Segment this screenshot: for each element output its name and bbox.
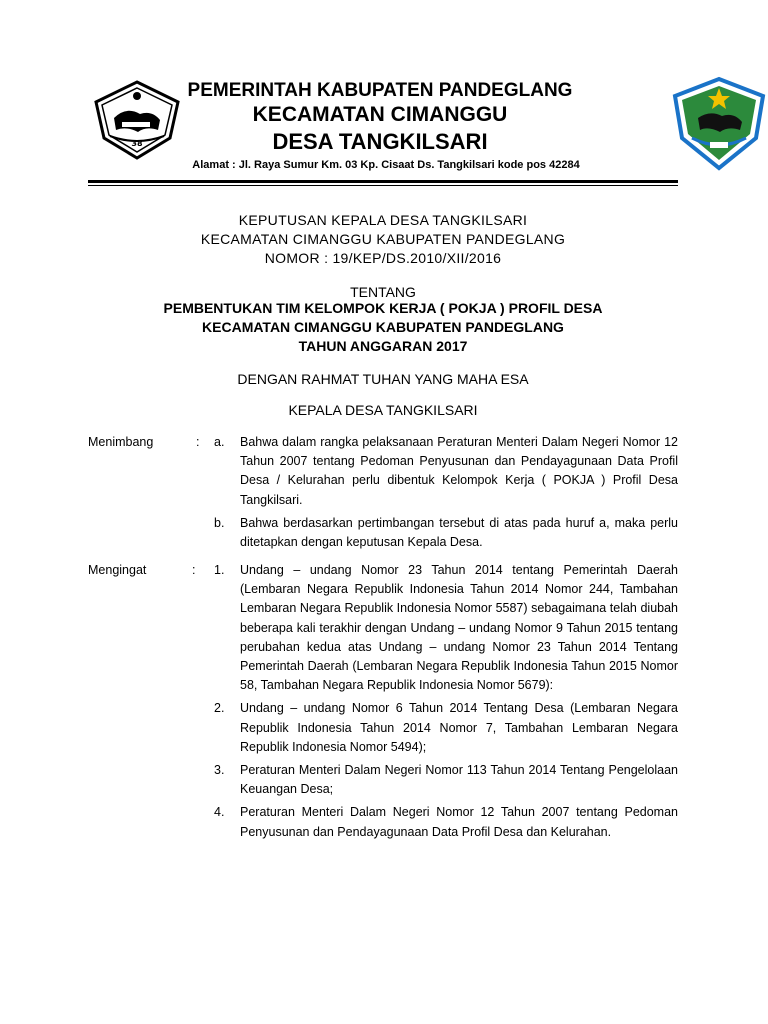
decree-title-line2: KECAMATAN CIMANGGU KABUPATEN PANDEGLANG — [200, 231, 566, 247]
section-mengingat — [88, 561, 678, 842]
list-text: Undang – undang Nomor 6 Tahun 2014 Tentang Desa (Lembaran Negara Republik Indonesia Tahun 2014 Nomor 7, Tambahan Lembaran Negara Republik Indonesia Nomor 5494); — [240, 701, 678, 754]
list-item — [88, 699, 678, 757]
list-marker: 2. — [214, 701, 225, 716]
decree-tentang: TENTANG — [350, 284, 416, 300]
list-item — [88, 761, 678, 799]
list-item — [88, 433, 678, 510]
decree-title-line1: KEPUTUSAN KEPALA DESA TANGKILSARI — [238, 212, 528, 228]
decree-subject — [88, 299, 678, 356]
list-marker: a. — [214, 435, 225, 449]
decree-subject-line1: PEMBENTUKAN TIM KELOMPOK KERJA ( POKJA ) PROFIL DESA — [163, 300, 603, 316]
decree-issuer: KEPALA DESA TANGKILSARI — [288, 402, 478, 418]
section-colon: : — [196, 435, 200, 449]
letterhead-village: DESA TANGKILSARI — [272, 129, 488, 154]
decree-number: NOMOR : 19/KEP/DS.2010/XII/2016 — [264, 250, 502, 266]
list-marker: 4. — [214, 805, 225, 820]
list-marker: b. — [214, 515, 225, 530]
list-marker: 1. — [214, 563, 225, 577]
section-colon: : — [192, 563, 196, 577]
letterhead — [180, 80, 580, 156]
list-item — [88, 561, 678, 695]
list-text: Bahwa dalam rangka pelaksanaan Peraturan Menteri Dalam Negeri Nomor 12 Tahun 2007 tentang Pedoman Penyusunan dan Pendayagunaan Data Profil Desa / Kelurahan perlu dibentuk Kelompok Kerja ( POKJA ) Profil Desa Tangkilsari. — [240, 435, 678, 507]
decree-invocation: DENGAN RAHMAT TUHAN YANG MAHA ESA — [237, 371, 529, 387]
svg-text:38: 38 — [131, 139, 143, 148]
list-item — [88, 514, 678, 552]
list-text: Peraturan Menteri Dalam Negeri Nomor 12 Tahun 2007 tentang Pedoman Penyusunan dan Pendayagunaan Data Profil Desa dan Kelurahan. — [240, 805, 678, 839]
list-text: Bahwa berdasarkan pertimbangan tersebut di atas pada huruf a, maka perlu ditetapkan dengan keputusan Kepala Desa. — [240, 515, 678, 550]
pandeglang-color-emblem-icon — [670, 76, 768, 172]
letterhead-address: Alamat : Jl. Raya Sumur Km. 03 Kp. Cisaat Ds. Tangkilsari kode pos 42284 — [192, 159, 580, 171]
decree-subject-line3: TAHUN ANGGARAN 2017 — [298, 338, 468, 354]
letterhead-government: PEMERINTAH KABUPATEN PANDEGLANG — [187, 80, 573, 101]
list-item — [88, 803, 678, 841]
header-divider-thin — [88, 185, 678, 186]
decree-subject-line2: KECAMATAN CIMANGGU KABUPATEN PANDEGLANG — [202, 319, 564, 335]
list-marker: 3. — [214, 763, 225, 778]
section-label: Menimbang — [88, 435, 154, 449]
section-menimbang — [88, 433, 678, 552]
letterhead-district: KECAMATAN CIMANGGU — [252, 103, 508, 126]
pandeglang-emblem-icon — [92, 80, 182, 160]
header-divider-thick — [88, 180, 678, 183]
list-text: Undang – undang Nomor 23 Tahun 2014 tentang Pemerintah Daerah (Lembaran Negara Republik Indonesia Tahun 2014 Nomor 244, Tambahan Lembaran Negara Republik Indonesia Nomor 5587) sebagaimana telah diubah beberapa kali terakhir dengan Undang – undang Nomor 9 Tahun 2015 tentang perubahan kedua atas Undang – undang Nomor 23 Tahun 2014 Tentang Pemerintah Daerah (Lembaran Negara Republik Indonesia Tahun 2015 Nomor 58, Tambahan Negara Republik Indonesia Nomor 5679): — [240, 563, 678, 693]
section-label: Mengingat — [88, 563, 147, 577]
decree-title — [88, 211, 678, 268]
list-text: Peraturan Menteri Dalam Negeri Nomor 113 Tahun 2014 Tentang Pengelolaan Keuangan Desa; — [240, 763, 678, 797]
